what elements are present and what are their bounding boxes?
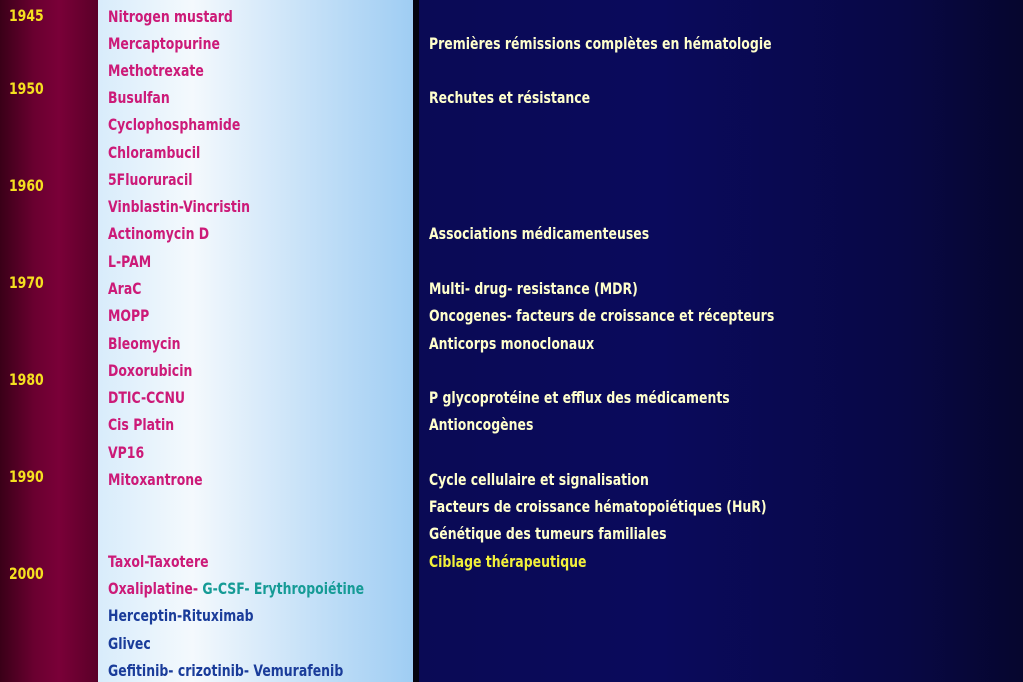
drug-item: Mitoxantrone bbox=[108, 470, 203, 489]
drug-item: Chlorambucil bbox=[108, 143, 201, 162]
drug-item: Busulfan bbox=[108, 88, 170, 107]
year-label: 1970 bbox=[9, 273, 44, 292]
event-item: P glycoprotéine et efflux des médicaments bbox=[429, 388, 730, 407]
drug-item: Taxol-Taxotere bbox=[108, 552, 209, 571]
event-item: Facteurs de croissance hématopoiétiques (HuR) bbox=[429, 497, 767, 516]
drug-item: Vinblastin-Vincristin bbox=[108, 197, 251, 216]
event-item: Antioncogènes bbox=[429, 415, 534, 434]
drug-item: Doxorubicin bbox=[108, 361, 193, 380]
drug-item-targeted: Glivec bbox=[108, 634, 151, 653]
drug-item-targeted: Herceptin-Rituximab bbox=[108, 606, 254, 625]
drug-oxaliplatine: Oxaliplatine- bbox=[108, 579, 203, 598]
drug-item: Cyclophosphamide bbox=[108, 115, 241, 134]
drug-item: DTIC-CCNU bbox=[108, 388, 186, 407]
drug-item: AraC bbox=[108, 279, 142, 298]
event-item: Premières rémissions complètes en hématologie bbox=[429, 34, 772, 53]
year-label: 1980 bbox=[9, 370, 44, 389]
event-item: Cycle cellulaire et signalisation bbox=[429, 470, 649, 489]
event-item: Génétique des tumeurs familiales bbox=[429, 524, 667, 543]
drug-item: 5Fluoruracil bbox=[108, 170, 193, 189]
drug-item-oxaliplatine bbox=[108, 579, 364, 599]
drug-item: VP16 bbox=[108, 443, 145, 462]
year-label: 1960 bbox=[9, 176, 44, 195]
event-item: Rechutes et résistance bbox=[429, 88, 591, 107]
drug-item: Actinomycin D bbox=[108, 224, 210, 243]
drug-item: Cis Platin bbox=[108, 415, 175, 434]
drug-item: Mercaptopurine bbox=[108, 34, 220, 53]
drug-item: L-PAM bbox=[108, 252, 152, 271]
drug-item: Methotrexate bbox=[108, 61, 204, 80]
drug-item: Nitrogen mustard bbox=[108, 7, 233, 26]
year-label: 1950 bbox=[9, 79, 44, 98]
event-item: Anticorps monoclonaux bbox=[429, 334, 595, 353]
drug-item: MOPP bbox=[108, 306, 150, 325]
year-label: 2000 bbox=[9, 564, 44, 583]
drug-item: Bleomycin bbox=[108, 334, 181, 353]
year-label: 1945 bbox=[9, 6, 44, 25]
event-item: Associations médicamenteuses bbox=[429, 224, 650, 243]
event-item: Multi- drug- resistance (MDR) bbox=[429, 279, 638, 298]
year-label: 1990 bbox=[9, 467, 44, 486]
event-item-highlight: Ciblage thérapeutique bbox=[429, 552, 587, 571]
event-item: Oncogenes- facteurs de croissance et récepteurs bbox=[429, 306, 775, 325]
drug-item-targeted: Gefitinib- crizotinib- Vemurafenib bbox=[108, 661, 344, 680]
drug-growth-factors: G-CSF- Erythropoiétine bbox=[202, 579, 365, 598]
